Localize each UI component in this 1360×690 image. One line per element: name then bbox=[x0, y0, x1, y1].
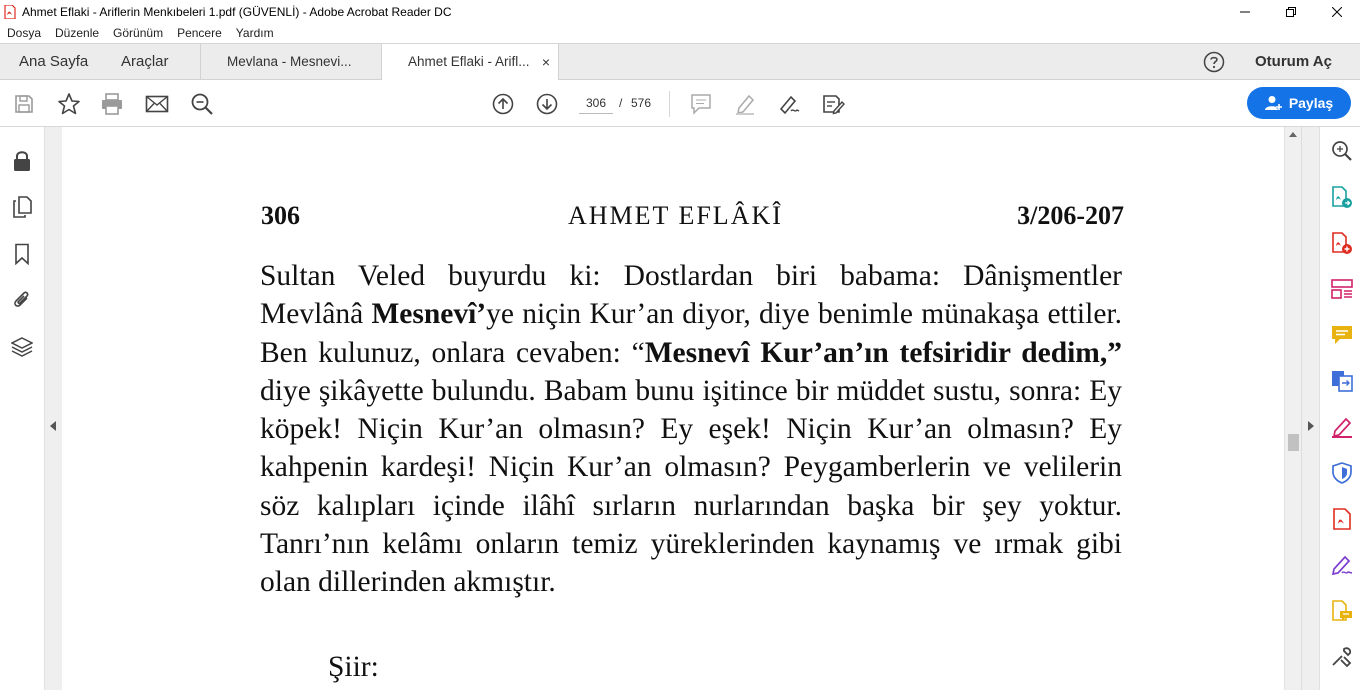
page-down-icon[interactable] bbox=[535, 92, 559, 116]
share-button[interactable] bbox=[1247, 87, 1351, 119]
layers-icon[interactable] bbox=[10, 335, 34, 359]
minimize-icon bbox=[1240, 7, 1250, 17]
page-number-header: 306 bbox=[261, 201, 300, 230]
help-circle-icon[interactable] bbox=[1203, 51, 1225, 73]
title-bar bbox=[0, 0, 1360, 23]
page-number-input[interactable]: 306 bbox=[579, 92, 613, 114]
pdf-page bbox=[258, 127, 1126, 690]
protect-icon[interactable] bbox=[1330, 461, 1354, 485]
mail-icon[interactable] bbox=[145, 92, 169, 116]
tab-label: Ahmet Eflaki - Arifl... bbox=[408, 54, 530, 69]
tab-home[interactable]: Ana Sayfa bbox=[19, 53, 89, 70]
save-icon[interactable] bbox=[12, 92, 36, 116]
collapse-right-icon bbox=[1308, 421, 1314, 431]
body-paragraph: Sultan Veled buyurdu ki: Dostlardan biri babama: Dânişmentler Mevlânâ Mesnevî’ye niçin Kur’an diyor, diye benimle münakaşa ettiler. Ben kulunuz, onlara cevaben: “Mesnevî Kur’an’ın tefsiridir dedim,” diye şikâyette bulundu. Babam bunu işitince bir müddet sustu, sonra: Ey köpek! Niçin Kur’an olmasın? Ey eşek! Niçin Kur’an olmasın? Ey kahpenin kardeşi! Niçin Kur’an olmasın? Peygamberlerin ve velilerin söz kalıpları içinde ilâhî sırların nurlarından başka bir şey yoktur. Tanrı’nın kelâmı onların temiz yüreklerinden kaynamış ve ırmak gibi olan dillerinden akmıştır. bbox=[260, 260, 1123, 599]
create-pdf-icon[interactable] bbox=[1330, 231, 1354, 255]
menu-edit[interactable]: Düzenle bbox=[55, 26, 100, 40]
tab-bar bbox=[0, 43, 1360, 80]
menu-help[interactable]: Yardım bbox=[235, 26, 274, 40]
reference-number: 3/206-207 bbox=[1017, 201, 1124, 230]
sign-icon[interactable] bbox=[777, 92, 801, 116]
left-panel-toggle[interactable] bbox=[45, 127, 62, 690]
menu-bar bbox=[0, 23, 1360, 43]
collapse-left-icon bbox=[50, 421, 56, 431]
right-tools-rail bbox=[1319, 127, 1360, 690]
menu-view[interactable]: Görünüm bbox=[113, 26, 164, 40]
close-icon bbox=[1332, 7, 1342, 17]
sign-tool-icon[interactable] bbox=[1330, 553, 1354, 577]
poem-heading: Şiir: bbox=[328, 651, 379, 683]
menu-file[interactable]: Dosya bbox=[7, 26, 42, 40]
export-pdf-icon[interactable] bbox=[1330, 185, 1354, 209]
vertical-scrollbar[interactable] bbox=[1284, 127, 1301, 690]
tab-document-mevlana[interactable] bbox=[200, 44, 381, 80]
print-icon[interactable] bbox=[100, 92, 124, 116]
tab-document-eflaki[interactable] bbox=[381, 44, 559, 81]
comment-icon[interactable] bbox=[689, 92, 713, 116]
star-icon[interactable] bbox=[57, 92, 81, 116]
acrobat-icon bbox=[4, 5, 16, 19]
sign-in-link[interactable]: Oturum Aç bbox=[1255, 53, 1332, 70]
page-header bbox=[258, 201, 1126, 235]
window-title: Ahmet Eflaki - Ariflerin Menkıbeleri 1.pdf (GÜVENLİ) - Adobe Acrobat Reader DC bbox=[22, 4, 452, 19]
document-viewport[interactable] bbox=[62, 127, 1284, 690]
restore-icon bbox=[1286, 7, 1296, 17]
page-separator: / bbox=[619, 96, 623, 110]
tab-tools[interactable]: Araçlar bbox=[121, 53, 169, 70]
page-total: 576 bbox=[631, 96, 652, 110]
left-navigation-rail bbox=[0, 127, 45, 690]
menu-window[interactable]: Pencere bbox=[177, 26, 222, 40]
attachment-icon[interactable] bbox=[10, 288, 34, 312]
pdf-tool-icon[interactable] bbox=[1330, 507, 1354, 531]
add-user-icon bbox=[1265, 95, 1283, 111]
copy-pages-icon[interactable] bbox=[10, 195, 34, 219]
more-tools-icon[interactable] bbox=[1330, 645, 1354, 669]
close-window-button[interactable] bbox=[1314, 0, 1360, 23]
lock-icon[interactable] bbox=[10, 149, 34, 173]
toolbar bbox=[0, 80, 1360, 127]
right-panel-toggle[interactable] bbox=[1301, 127, 1319, 690]
bookmark-icon[interactable] bbox=[10, 242, 34, 266]
highlight-icon[interactable] bbox=[733, 92, 757, 116]
comment-tool-icon[interactable] bbox=[1330, 323, 1354, 347]
toolbar-divider bbox=[669, 91, 670, 117]
combine-files-icon[interactable] bbox=[1330, 369, 1354, 393]
minimize-button[interactable] bbox=[1222, 0, 1268, 23]
fill-sign-icon[interactable] bbox=[1330, 415, 1354, 439]
share-label: Paylaş bbox=[1288, 95, 1334, 111]
zoom-panel-icon[interactable] bbox=[1330, 139, 1354, 163]
page-up-icon[interactable] bbox=[491, 92, 515, 116]
tab-label: Mevlana - Mesnevi... bbox=[227, 54, 352, 69]
restore-button[interactable] bbox=[1268, 0, 1314, 23]
send-review-icon[interactable] bbox=[1330, 599, 1354, 623]
scrollbar-thumb[interactable] bbox=[1288, 434, 1299, 451]
scroll-up-icon[interactable] bbox=[1289, 132, 1297, 137]
zoom-search-icon[interactable] bbox=[190, 92, 214, 116]
running-title: AHMET EFLÂKÎ bbox=[568, 201, 783, 230]
organize-pages-icon[interactable] bbox=[1330, 277, 1354, 301]
tab-close-button[interactable]: × bbox=[541, 54, 550, 70]
edit-pdf-icon[interactable] bbox=[821, 92, 845, 116]
